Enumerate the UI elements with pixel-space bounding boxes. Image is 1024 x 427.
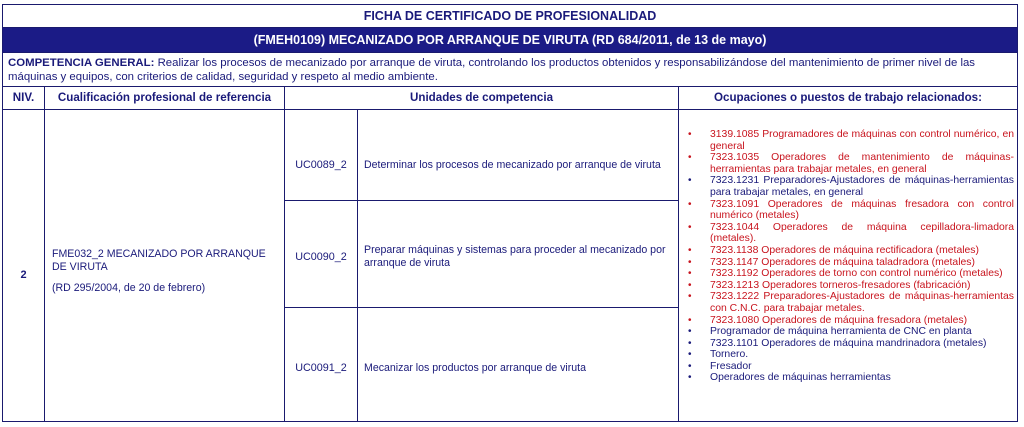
occupation-item: • 7323.1222 Preparadores-Ajustadores de máquinas-herramientas con C.N.C. para trabajar metales. [688, 291, 1014, 314]
column-divider [678, 87, 679, 421]
header-niv: NIV. [12, 91, 35, 104]
occupation-item: • 7323.1101 Operadores de máquina mandrinadora (metales) [688, 337, 987, 349]
bullet-icon: • [688, 326, 692, 338]
bullet-icon: • [688, 268, 692, 280]
occupation-item: • 7323.1213 Operadores torneros-fresadores (fabricación) [688, 279, 971, 291]
uc-description: Determinar los procesos de mecanizado por arranque de viruta [364, 159, 661, 171]
bullet-icon: • [688, 129, 692, 140]
certificate-subtitle: (FMEH0109) MECANIZADO POR ARRANQUE DE VIRUTA (RD 684/2011, de 13 de mayo) [3, 28, 1017, 53]
bullet-icon: • [688, 349, 692, 361]
header-ocupaciones: Ocupaciones o puestos de trabajo relacionados: [713, 91, 982, 104]
bullet-icon: • [688, 152, 692, 164]
ocupaciones-list [684, 129, 1014, 384]
bullet-icon: • [688, 372, 692, 384]
occupation-item: • Fresador [688, 360, 752, 372]
uc-code: UC0091_2 [295, 362, 347, 374]
bullet-icon: • [688, 314, 692, 326]
occupation-item: • Operadores de máquinas herramientas [688, 372, 891, 384]
occupation-item: • 7323.1044 Operadores de máquina cepilladora-limadora (metales). [688, 221, 1014, 245]
cualificacion-name: FME032_2 MECANIZADO POR ARRANQUE DE VIRUTA [52, 248, 266, 273]
occupation-item: • Tornero. [688, 349, 749, 361]
occupation-item: • Programador de máquina herramienta de CNC en planta [688, 326, 972, 338]
competencia-text: Realizar los procesos de mecanizado por arranque de viruta, controlando los productos obtenidos y responsabilizándose del mantenimiento de primer nivel de las máquinas y equipos, con criterios de calidad, seguridad y respeto al medio ambiente. [8, 57, 975, 83]
column-divider [357, 109, 358, 421]
bullet-icon: • [688, 337, 692, 349]
bullet-icon: • [688, 279, 692, 291]
uc-code: UC0090_2 [295, 251, 347, 263]
uc-description: Mecanizar los productos por arranque de viruta [364, 362, 586, 374]
bullet-icon: • [688, 360, 692, 372]
header-cualificacion: Cualificación profesional de referencia [57, 91, 272, 104]
bullet-icon: • [688, 198, 692, 210]
occupation-item: • 7323.1147 Operadores de máquina taladradora (metales) [688, 256, 975, 268]
occupation-item: • 7323.1192 Operadores de torno con control numérico (metales) [688, 268, 1003, 280]
occupation-item: • 7323.1080 Operadores de máquina fresadora (metales) [688, 314, 968, 326]
certificate-sheet [2, 4, 1018, 422]
competencia-general [3, 53, 1017, 87]
uc-code: UC0089_2 [295, 159, 347, 171]
occupation-item: • 7323.1231 Preparadores-Ajustadores de máquinas-herramientas para trabajar metales, en general [688, 175, 1014, 198]
header-unidades: Unidades de competencia [409, 91, 554, 104]
cualificacion-cell [52, 248, 282, 295]
column-divider [44, 87, 45, 421]
row-divider [284, 307, 678, 308]
sheet-title: FICHA DE CERTIFICADO DE PROFESIONALIDAD [3, 5, 1017, 28]
occupation-item: • 7323.1035 Operadores de mantenimiento de máquinas-herramientas para trabajar metales, en general [688, 152, 1014, 175]
occupation-item: • 7323.1138 Operadores de máquina rectificadora (metales) [688, 244, 979, 256]
row-divider [284, 200, 678, 201]
competencia-label: COMPETENCIA GENERAL: [8, 57, 155, 69]
bullet-icon: • [688, 244, 692, 256]
bullet-icon: • [688, 256, 692, 268]
occupation-item: • 7323.1091 Operadores de máquinas fresadora con control numérico (metales) [688, 198, 1014, 222]
bullet-icon: • [688, 175, 692, 187]
bullet-icon: • [688, 221, 692, 233]
uc-description: Preparar máquinas y sistemas para proceder al mecanizado por arranque de viruta [364, 244, 666, 269]
table-header-row [3, 87, 1017, 110]
cualificacion-rd: (RD 295/2004, de 20 de febrero) [52, 282, 206, 294]
occupation-item: • 3139.1085 Programadores de máquinas con control numérico, en general [688, 129, 1014, 152]
nivel-value: 2 [20, 269, 27, 281]
bullet-icon: • [688, 291, 692, 303]
